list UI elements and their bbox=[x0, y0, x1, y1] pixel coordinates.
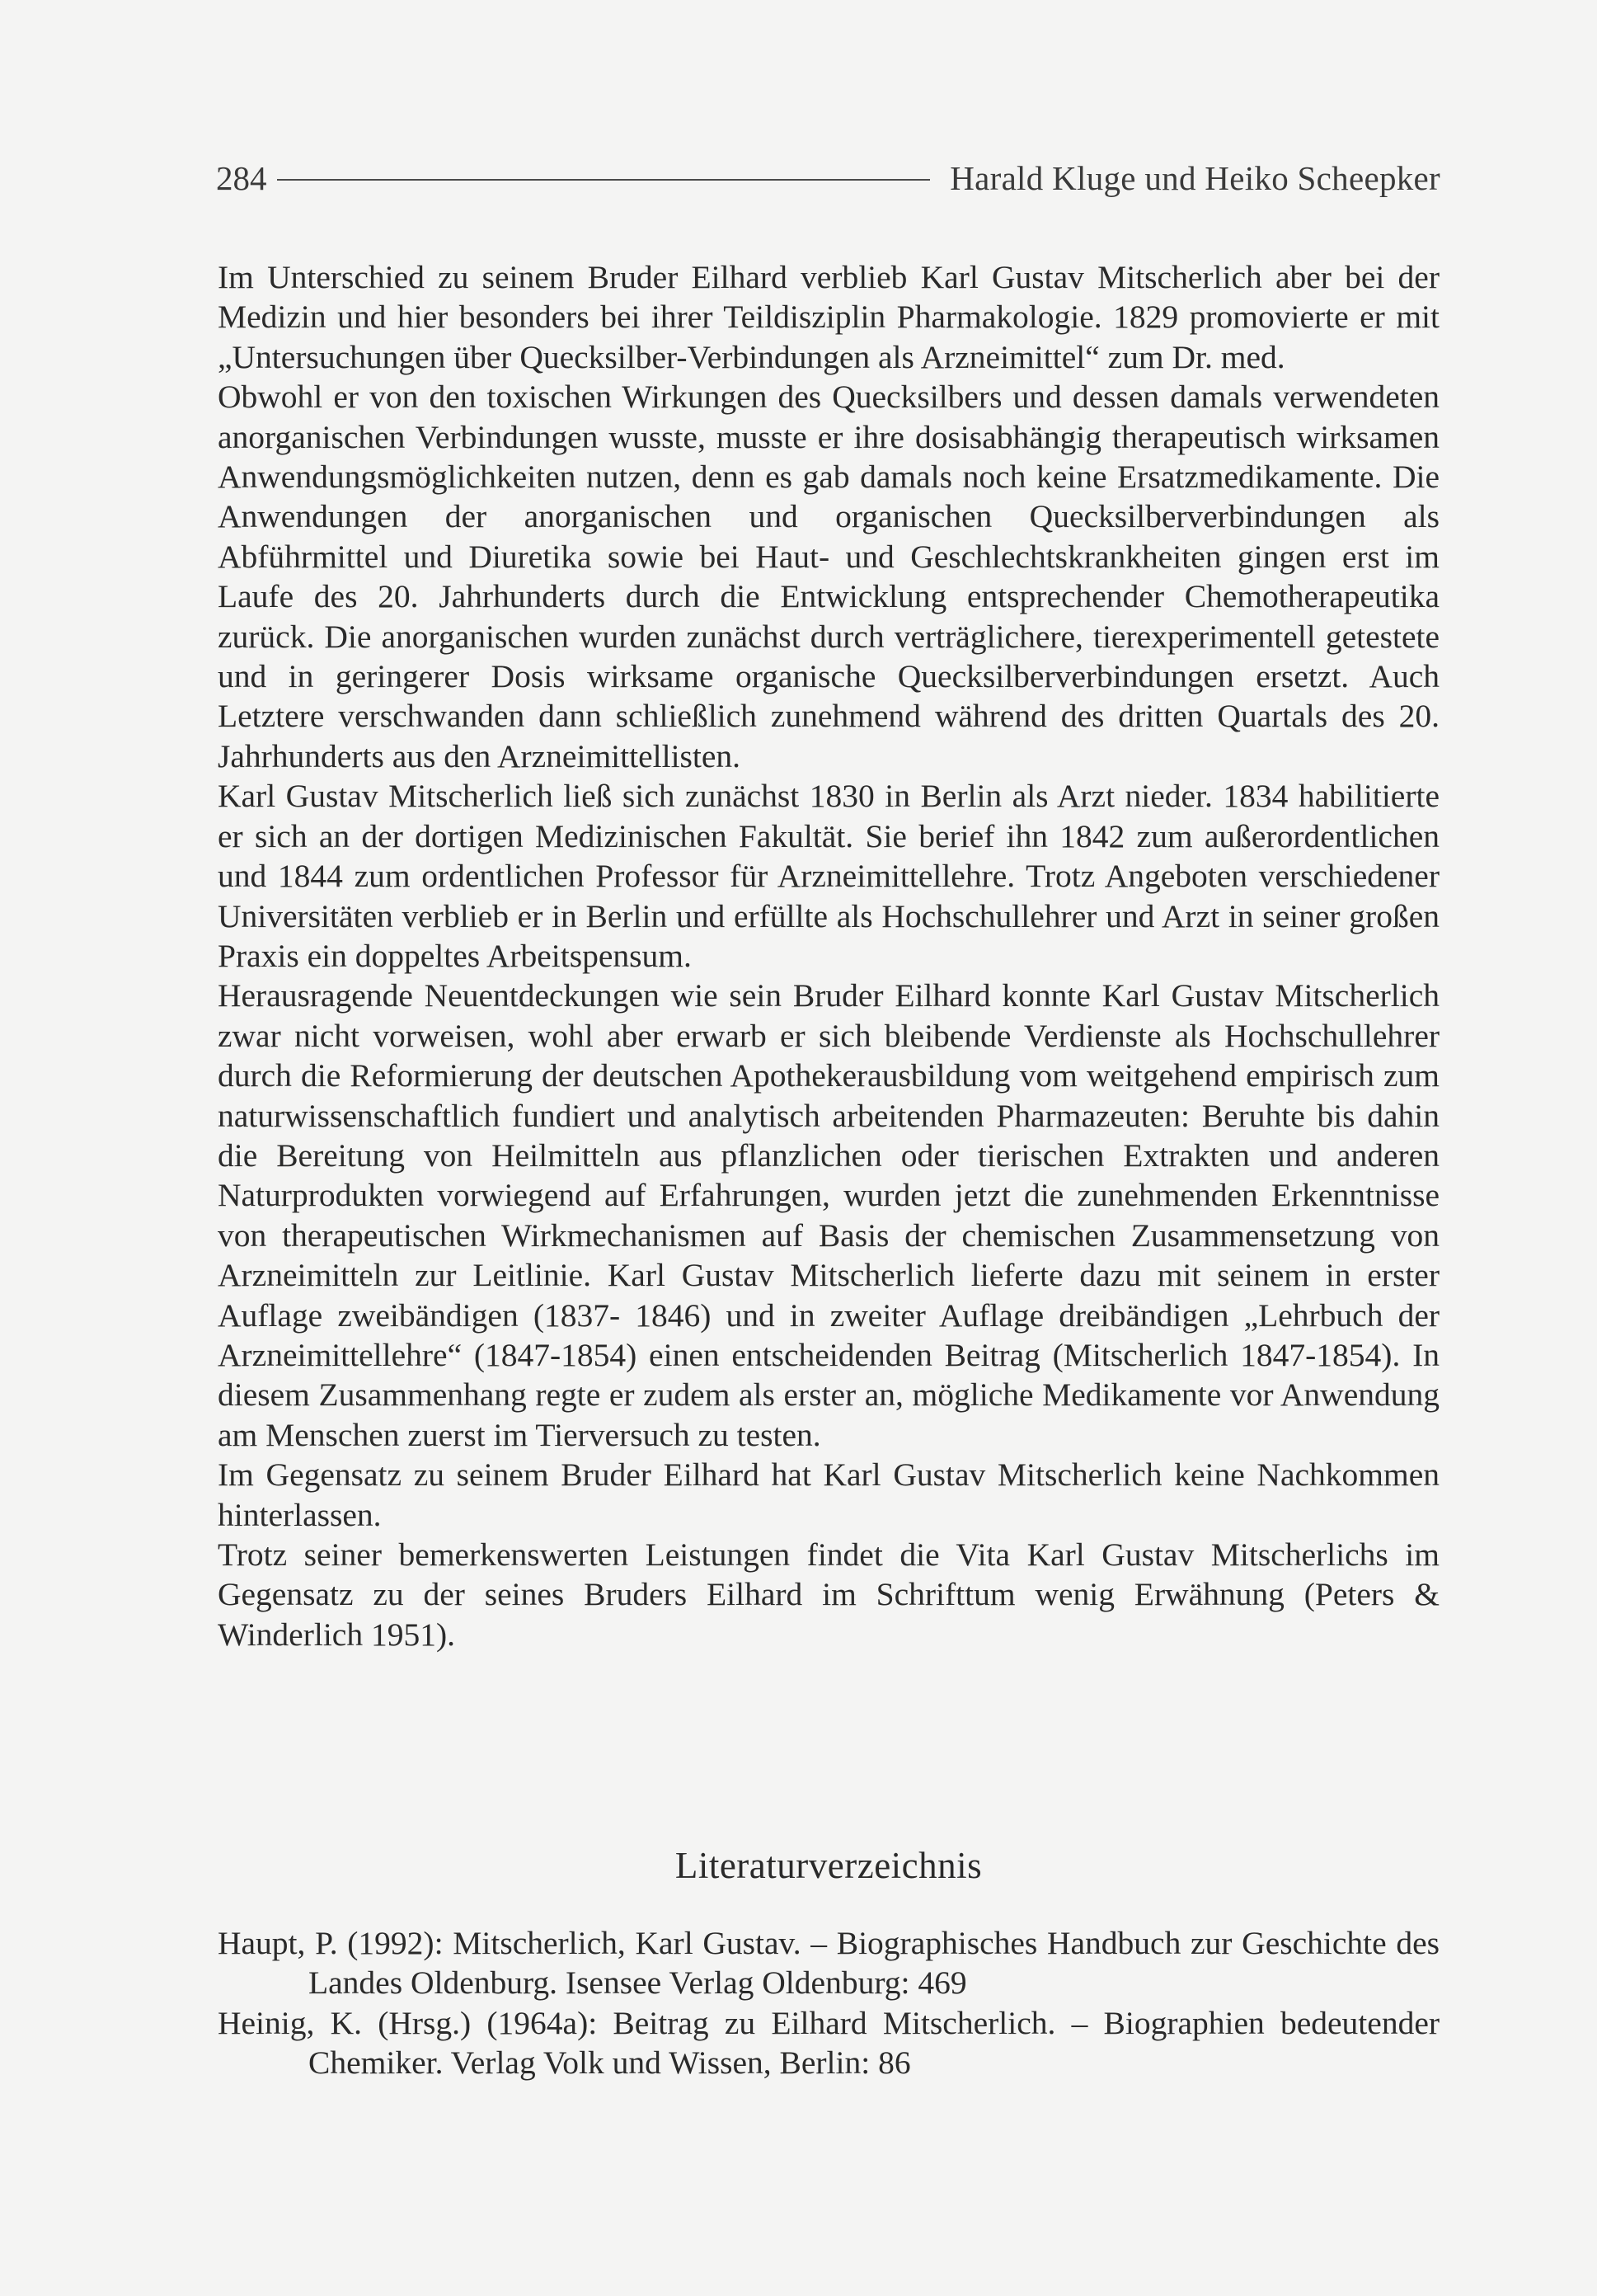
body-text bbox=[218, 257, 1440, 1654]
page-header bbox=[216, 153, 1440, 203]
paragraph: Herausragende Neuentdeckungen wie sein Bruder Eilhard konnte Karl Gustav Mitscherlich zwar nicht vorweisen, wohl aber erwarb er sich bleibende Verdienste als Hochschullehrer durch die Reformierung der deutschen Apothekerausbildung vom weitgehend empirisch zum naturwissenschaftlich fundiert und analytisch arbeitenden Pharmazeuten: Beruhte bis dahin die Bereitung von Heilmitteln aus pflanzlichen oder tierischen Extrakten und anderen Naturprodukten vorwiegend auf Erfahrungen, wurden jetzt die zunehmenden Erkenntnisse von therapeutischen Wirkmechanismen auf Basis der chemischen Zusammensetzung von Arzneimitteln zur Leitlinie. Karl Gustav Mitscherlich lieferte dazu mit seinem in erster Auflage zweibändigen (1837- 1846) und in zweiter Auflage dreibändigen „Lehrbuch der Arzneimittellehre“ (1847-1854) einen entscheidenden Beitrag (Mitscherlich 1847-1854). In diesem Zusammenhang regte er zudem als erster an, mögliche Medikamente vor Anwendung am Menschen zuerst im Tierversuch zu testen. bbox=[218, 977, 1440, 1453]
paragraph: Im Gegensatz zu seinem Bruder Eilhard hat Karl Gustav Mitscherlich keine Nachkommen hinterlassen. bbox=[218, 1456, 1440, 1533]
running-head: Harald Kluge und Heiko Scheepker bbox=[950, 159, 1440, 197]
section-heading: Literaturverzeichnis bbox=[674, 1845, 983, 1886]
reference-entry: Heinig, K. (Hrsg.) (1964a): Beitrag zu Eilhard Mitscherlich. – Biographien bedeutender Chemiker. Verlag Volk und Wissen, Berlin: 86 bbox=[218, 2004, 1440, 2082]
paragraph: Trotz seiner bemerkenswerten Leistungen findet die Vita Karl Gustav Mitscherlichs im Gegensatz zu der seines Bruders Eilhard im Schrifttum wenig Erwähnung (Peters & Winderlich 1951). bbox=[218, 1536, 1440, 1653]
paragraph: Obwohl er von den toxischen Wirkungen des Quecksilbers und dessen damals verwendeten anorganischen Verbindungen wusste, musste er ihre dosisabhängig therapeutisch wirksamen Anwendungsmöglichkeiten nutzen, denn es gab damals noch keine Ersatzmedikamente. Die Anwendungen der anorganischen und organischen Quecksilberverbindungen als Abführmittel und Diuretika sowie bei Haut- und Geschlechtskrankheiten gingen erst im Laufe des 20. Jahrhunderts durch die Entwicklung entsprechender Chemotherapeutika zurück. Die anorganischen wurden zunächst durch verträglichere, tierexperimentell getestete und in geringerer Dosis wirksame organische Quecksilberverbindungen ersetzt. Auch Letztere verschwanden dann schließlich zunehmend während des dritten Quartals des 20. Jahrhunderts aus den Arzneimittellisten. bbox=[218, 379, 1440, 774]
page-number: 284 bbox=[216, 159, 267, 197]
reference-entry: Haupt, P. (1992): Mitscherlich, Karl Gustav. – Biographisches Handbuch zur Geschichte des Landes Oldenburg. Isensee Verlag Oldenburg: 469 bbox=[218, 1925, 1440, 2002]
header-rule bbox=[277, 179, 931, 181]
paragraph: Karl Gustav Mitscherlich ließ sich zunächst 1830 in Berlin als Arzt nieder. 1834 habilitierte er sich an der dortigen Medizinischen Fakultät. Sie berief ihn 1842 zum außerordentlichen und 1844 zum ordentlichen Professor für Arzneimittellehre. Trotz Angeboten verschiedener Universitäten verblieb er in Berlin und erfüllte als Hochschullehrer und Arzt in seiner großen Praxis ein doppeltes Arbeitspensum. bbox=[218, 778, 1440, 974]
paragraph: Im Unterschied zu seinem Bruder Eilhard verblieb Karl Gustav Mitscherlich aber bei der Medizin und hier besonders bei ihrer Teildisziplin Pharmakologie. 1829 promovierte er mit „Untersuchungen über Quecksilber-Verbindungen als Arzneimittel“ zum Dr. med. bbox=[218, 259, 1440, 375]
reference-list bbox=[218, 1923, 1440, 2083]
